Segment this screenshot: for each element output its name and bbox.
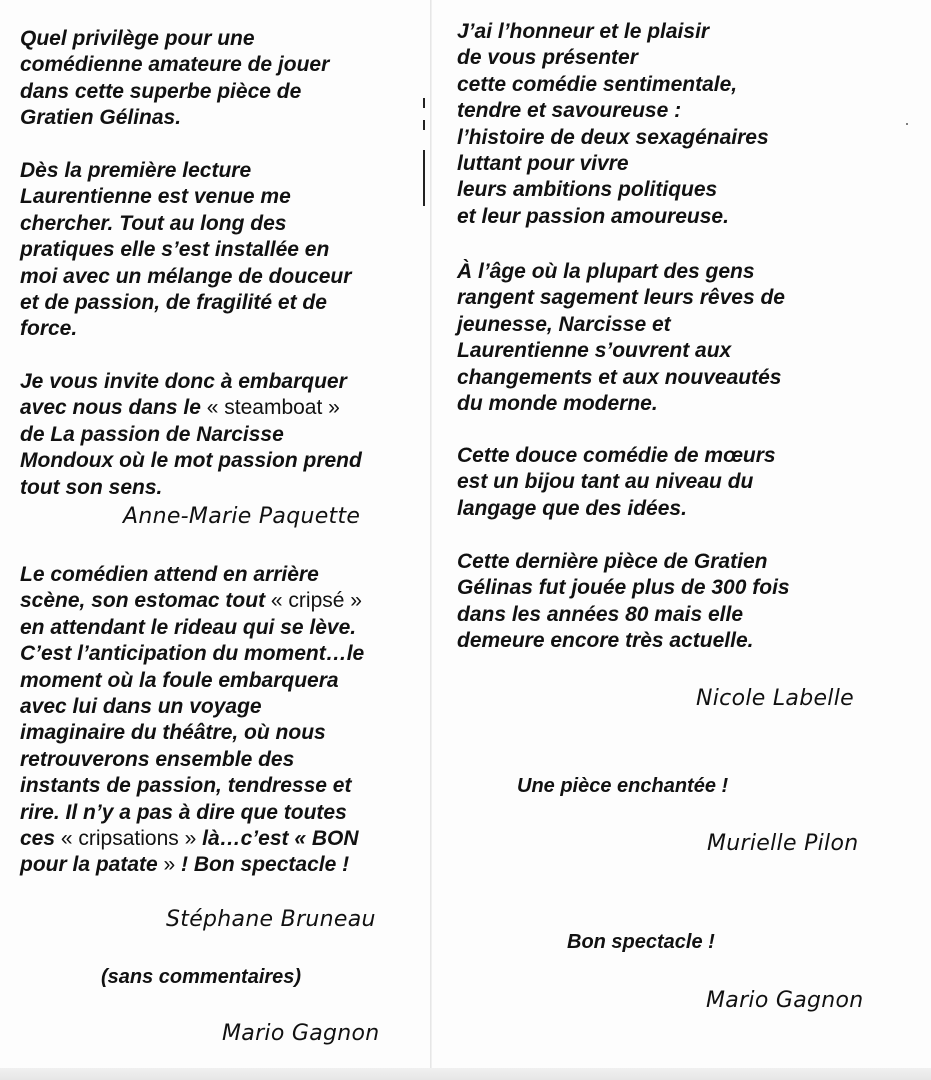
quoted-term: » bbox=[163, 853, 176, 877]
text-line: Quel privilège pour une bbox=[20, 27, 255, 50]
text-line: À l’âge où la plupart des gens bbox=[457, 260, 755, 283]
text-segment: scène, son estomac tout bbox=[20, 589, 271, 613]
text-line: C’est l’anticipation du moment…le bbox=[20, 642, 365, 666]
text-line: leurs ambitions politiques bbox=[457, 178, 718, 202]
text-line: force. bbox=[20, 317, 78, 341]
page-bottom-edge bbox=[0, 1068, 931, 1080]
text-line: Je vous invite donc à embarquer bbox=[20, 370, 347, 393]
text-line: l’histoire de deux sexagénaires bbox=[457, 125, 769, 149]
text-line: pratiques elle s’est installée en bbox=[20, 238, 330, 262]
text-line bbox=[20, 395, 362, 421]
text-segment: ces bbox=[20, 827, 61, 851]
note-sans-commentaires: (sans commentaires) bbox=[101, 966, 302, 988]
text-line bbox=[20, 826, 364, 852]
quoted-term: « steamboat » bbox=[206, 396, 340, 420]
text-line: Cette dernière pièce de Gratien bbox=[457, 550, 768, 573]
fold-mark bbox=[423, 98, 425, 108]
page-fold bbox=[430, 0, 432, 1080]
text-segment: ! Bon spectacle ! bbox=[175, 853, 350, 877]
text-line: tendre et savoureuse : bbox=[457, 99, 682, 123]
text-line: Gratien Gélinas. bbox=[20, 106, 182, 130]
signature-nicole-labelle: Nicole Labelle bbox=[696, 686, 854, 711]
quoted-term: « cripsations » bbox=[60, 827, 197, 851]
text-line: dans cette superbe pièce de bbox=[20, 79, 302, 103]
quoted-term: « cripsé » bbox=[270, 589, 362, 613]
text-segment: pour la patate bbox=[20, 853, 164, 877]
text-segment: là…c’est « BON bbox=[196, 827, 359, 851]
text-line: jeunesse, Narcisse et bbox=[457, 312, 671, 336]
text-line: rangent sagement leurs rêves de bbox=[457, 286, 785, 310]
text-line: dans les années 80 mais elle bbox=[457, 602, 744, 626]
text-line bbox=[20, 852, 364, 878]
text-line: luttant pour vivre bbox=[457, 152, 629, 176]
text-line: instants de passion, tendresse et bbox=[20, 774, 352, 798]
text-line: et leur passion amoureuse. bbox=[457, 204, 729, 228]
text-segment: avec nous dans le bbox=[20, 396, 207, 420]
text-line: Cette douce comédie de mœurs bbox=[457, 444, 776, 467]
text-line: du monde moderne. bbox=[457, 392, 658, 416]
text-line: chercher. Tout au long des bbox=[20, 211, 287, 235]
text-line bbox=[20, 588, 364, 614]
signature-mario-gagnon-right: Mario Gagnon bbox=[706, 988, 864, 1013]
dust-speck bbox=[906, 123, 908, 125]
right-paragraph-1 bbox=[457, 19, 769, 230]
text-line: Laurentienne s’ouvrent aux bbox=[457, 339, 732, 363]
note-bon-spectacle: Bon spectacle ! bbox=[567, 931, 715, 953]
text-line: comédienne amateure de jouer bbox=[20, 53, 330, 77]
text-line: est un bijou tant au niveau du bbox=[457, 470, 754, 494]
fold-mark bbox=[423, 120, 425, 130]
text-line: retrouverons ensemble des bbox=[20, 747, 295, 771]
signature-anne-marie-paquette: Anne-Marie Paquette bbox=[123, 504, 361, 529]
text-line: rire. Il n’y a pas à dire que toutes bbox=[20, 800, 347, 824]
text-line: J’ai l’honneur et le plaisir bbox=[457, 20, 710, 43]
left-paragraph-3 bbox=[20, 369, 362, 501]
signature-mario-gagnon-left: Mario Gagnon bbox=[222, 1021, 380, 1046]
text-line: langage que des idées. bbox=[457, 496, 687, 520]
text-line: en attendant le rideau qui se lève. bbox=[20, 615, 357, 639]
left-paragraph-1 bbox=[20, 26, 329, 132]
text-line: avec lui dans un voyage bbox=[20, 695, 262, 719]
text-line: de La passion de Narcisse bbox=[20, 422, 284, 446]
left-paragraph-2 bbox=[20, 158, 351, 343]
right-paragraph-3 bbox=[457, 443, 776, 522]
text-line: Laurentienne est venue me bbox=[20, 185, 291, 209]
text-line: de vous présenter bbox=[457, 46, 638, 70]
text-line: Le comédien attend en arrière bbox=[20, 563, 319, 586]
signature-stephane-bruneau: Stéphane Bruneau bbox=[166, 907, 376, 932]
fold-mark bbox=[423, 150, 425, 206]
signature-murielle-pilon: Murielle Pilon bbox=[707, 831, 859, 856]
text-line: demeure encore très actuelle. bbox=[457, 629, 754, 653]
text-line: tout son sens. bbox=[20, 475, 163, 499]
text-line: Dès la première lecture bbox=[20, 159, 252, 182]
right-paragraph-4 bbox=[457, 549, 790, 655]
text-line: moment où la foule embarquera bbox=[20, 668, 339, 692]
left-paragraph-4 bbox=[20, 562, 364, 879]
text-line: et de passion, de fragilité et de bbox=[20, 291, 327, 315]
text-line: moi avec un mélange de douceur bbox=[20, 264, 352, 288]
right-paragraph-2 bbox=[457, 259, 785, 417]
text-line: Mondoux où le mot passion prend bbox=[20, 449, 362, 473]
text-line: Gélinas fut jouée plus de 300 fois bbox=[457, 576, 790, 600]
text-line: imaginaire du théâtre, où nous bbox=[20, 721, 326, 745]
text-line: changements et aux nouveautés bbox=[457, 365, 782, 389]
note-piece-enchantee: Une pièce enchantée ! bbox=[517, 775, 729, 797]
text-line: cette comédie sentimentale, bbox=[457, 72, 738, 96]
